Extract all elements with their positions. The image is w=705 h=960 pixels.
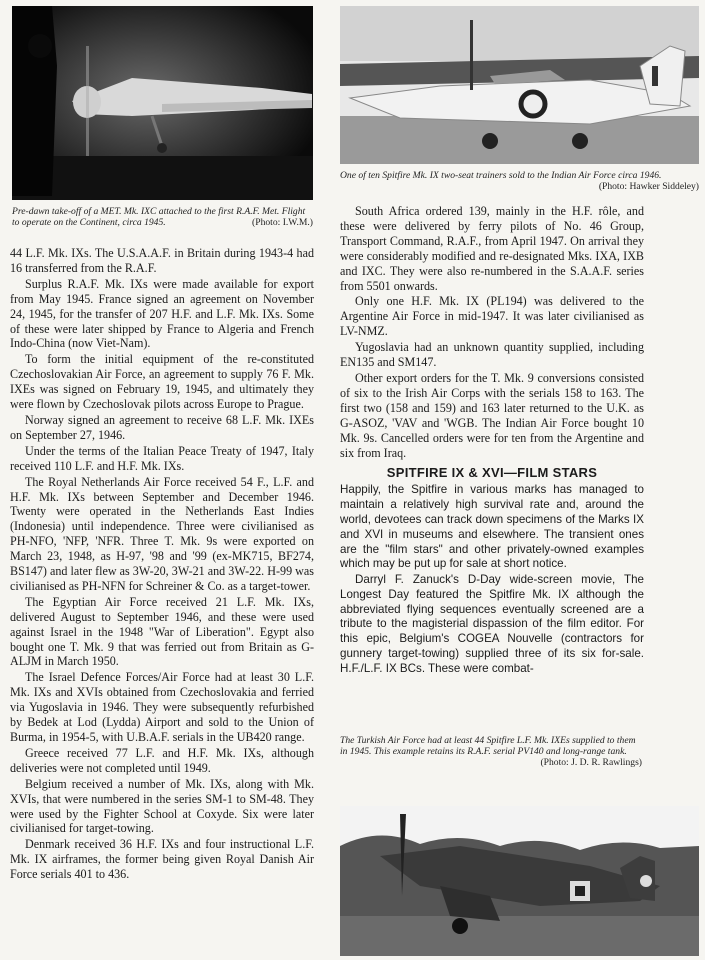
right-column [340, 204, 644, 678]
photo2-credit: (Photo: Hawker Siddeley) [598, 181, 699, 192]
photo3-credit: (Photo: J. D. R. Rawlings) [540, 757, 642, 768]
left-paragraph: The Egyptian Air Force received 21 L.F. Mk. IXs, delivered August to September 1946, and these were used against Israel in the 1948 "War of Liberation". Egypt also bought one T. Mk. 9 that was ferried out from Britain as G-ALJM in March 1950. [10, 594, 314, 669]
photo-met-spitfire-night [12, 6, 313, 200]
photo1-credit: (Photo: I.W.M.) [252, 217, 313, 228]
section-heading: SPITFIRE IX & XVI—FILM STARS [386, 465, 598, 481]
photo1-caption-text: Pre-dawn take-off of a MET. Mk. IXC attached to the first R.A.F. Met. Flight to operate on the Continent, circa 1945. [12, 206, 306, 228]
left-paragraph: Surplus R.A.F. Mk. IXs were made available for export from May 1945. France signed an agreement on November 24, 1945, for the transfer of 207 H.F. and L.F. Mk. IXs. Some of these were later shipped by France to Algeria and French Indo-China (now Viet-Nam). [10, 276, 314, 351]
left-paragraph: 44 L.F. Mk. IXs. The U.S.A.A.F. in Britain during 1943-4 had 16 transferred from the R.A.F. [10, 246, 314, 275]
photo3-caption [340, 735, 642, 768]
photo3-caption-text: The Turkish Air Force had at least 44 Spitfire L.F. Mk. IXEs supplied to them in 1945. This example retains its R.A.F. serial PV140 and long-range tank. [340, 735, 636, 757]
left-paragraph: Greece received 77 L.F. and H.F. Mk. IXs, although deliveries were not completed until 1949. [10, 745, 314, 775]
left-paragraph: To form the initial equipment of the re-constituted Czechoslovakian Air Force, an agreement to supply 76 F. Mk. IXEs was signed on February 19, 1945, and ultimately they were flown by Czechoslovak pilots across Europe to Prague. [10, 352, 314, 412]
left-paragraph: Under the terms of the Italian Peace Treaty of 1947, Italy received 110 L.F. and H.F. Mk. IXs. [10, 443, 314, 473]
section-paragraph: Darryl F. Zanuck's D-Day wide-screen movie, The Longest Day featured the Spitfire Mk. IX although the abbreviated flying sequences eventually screened are a tribute to the magisterial dispassion of the film editor. For this epic, Belgium's COGEA Nouvelle (contractors for gunnery target-towing) supplied three of its six for-sale. H.F./L.F. IX BCs. These were combat- [340, 573, 644, 675]
left-paragraph: Norway signed an agreement to receive 68 L.F. Mk. IXEs on September 27, 1946. [10, 412, 314, 442]
section-paragraph: Happily, the Spitfire in various marks has managed to maintain a relatively high survival rate and, around the world, devotees can track down specimens of the Marks IX and XVI in museums and elsewhere. The transient ones are the "film stars" and other privately-owned examples which may be put up for sale at short notice. [340, 483, 644, 571]
left-paragraph: The Israel Defence Forces/Air Force had at least 30 L.F. Mk. IXs and XVIs obtained from Czechoslovakia and ferried via Yugoslavia in 1946. They were subsequently refurbished by Bedek at Lod (Lydda) Airport and sold to the Union of Burma, in 1954-5, with U.B.A.F. serials in the UB420 range. [10, 670, 314, 744]
photo1-caption [12, 206, 313, 228]
left-column [10, 246, 314, 883]
photo-indian-trainer [340, 6, 699, 164]
right-paragraph: Only one H.F. Mk. IX (PL194) was delivered to the Argentine Air Force in mid-1947. It was later civilianised as LV-NMZ. [340, 294, 644, 339]
left-paragraph: Belgium received a number of Mk. IXs, along with Mk. XVIs, that were numbered in the series SM-1 to SM-48. They were used by the Fighter School at Coxyde. Six were later civilianised for target-towing. [10, 776, 314, 836]
left-paragraph: The Royal Netherlands Air Force received 54 F., L.F. and H.F. Mk. IXs between September and December 1946. Twenty were operated in the Netherlands East Indies (Indonesia) until independence. Three were civilianised as PH-NFO, 'NFP, 'NFR. Three T. Mk. 9s were exported on March 23, 1948, as H-97, '98 and '99 (ex-MK715, BF274, BS147) and later flew as 3W-20, 3W-21 and 3W-22. H-99 was civilianised as PH-NFN for Schreiner & Co. as a target-tower. [10, 474, 314, 593]
section-body [340, 483, 644, 676]
right-paragraph: Yugoslavia had an unknown quantity supplied, including EN135 and SM147. [340, 340, 644, 370]
left-paragraph: Denmark received 36 H.F. IXs and four instructional L.F. Mk. IX airframes, the former being given Royal Danish Air Force serials 401 to 436. [10, 837, 314, 882]
photo2-caption [340, 170, 699, 192]
photo2-caption-text: One of ten Spitfire Mk. IX two-seat trainers sold to the Indian Air Force circa 1946. [340, 170, 662, 181]
photo-turkish-spitfire [340, 806, 699, 956]
right-paragraph: Other export orders for the T. Mk. 9 conversions consisted of six to the Irish Air Corps with the serials 158 to 163. The first two (158 and 159) and 163 later returned to the U.K. as G-ASOZ, 'VAV and 'WGB. The Indian Air Force bought 10 Mk. 9s. Cancelled orders were for ten from the Argentine and six from Iraq. [340, 370, 644, 460]
right-paragraph: South Africa ordered 139, mainly in the H.F. rôle, and these were delivered by ferry pilots of No. 46 Group, Transport Command, R.A.F., from April 1947. On arrival they were considerably modified and re-designated Mks. IXA, IXB and IXC. They were also re-numbered in the S.A.A.F. series from 5501 onwards. [340, 204, 644, 293]
